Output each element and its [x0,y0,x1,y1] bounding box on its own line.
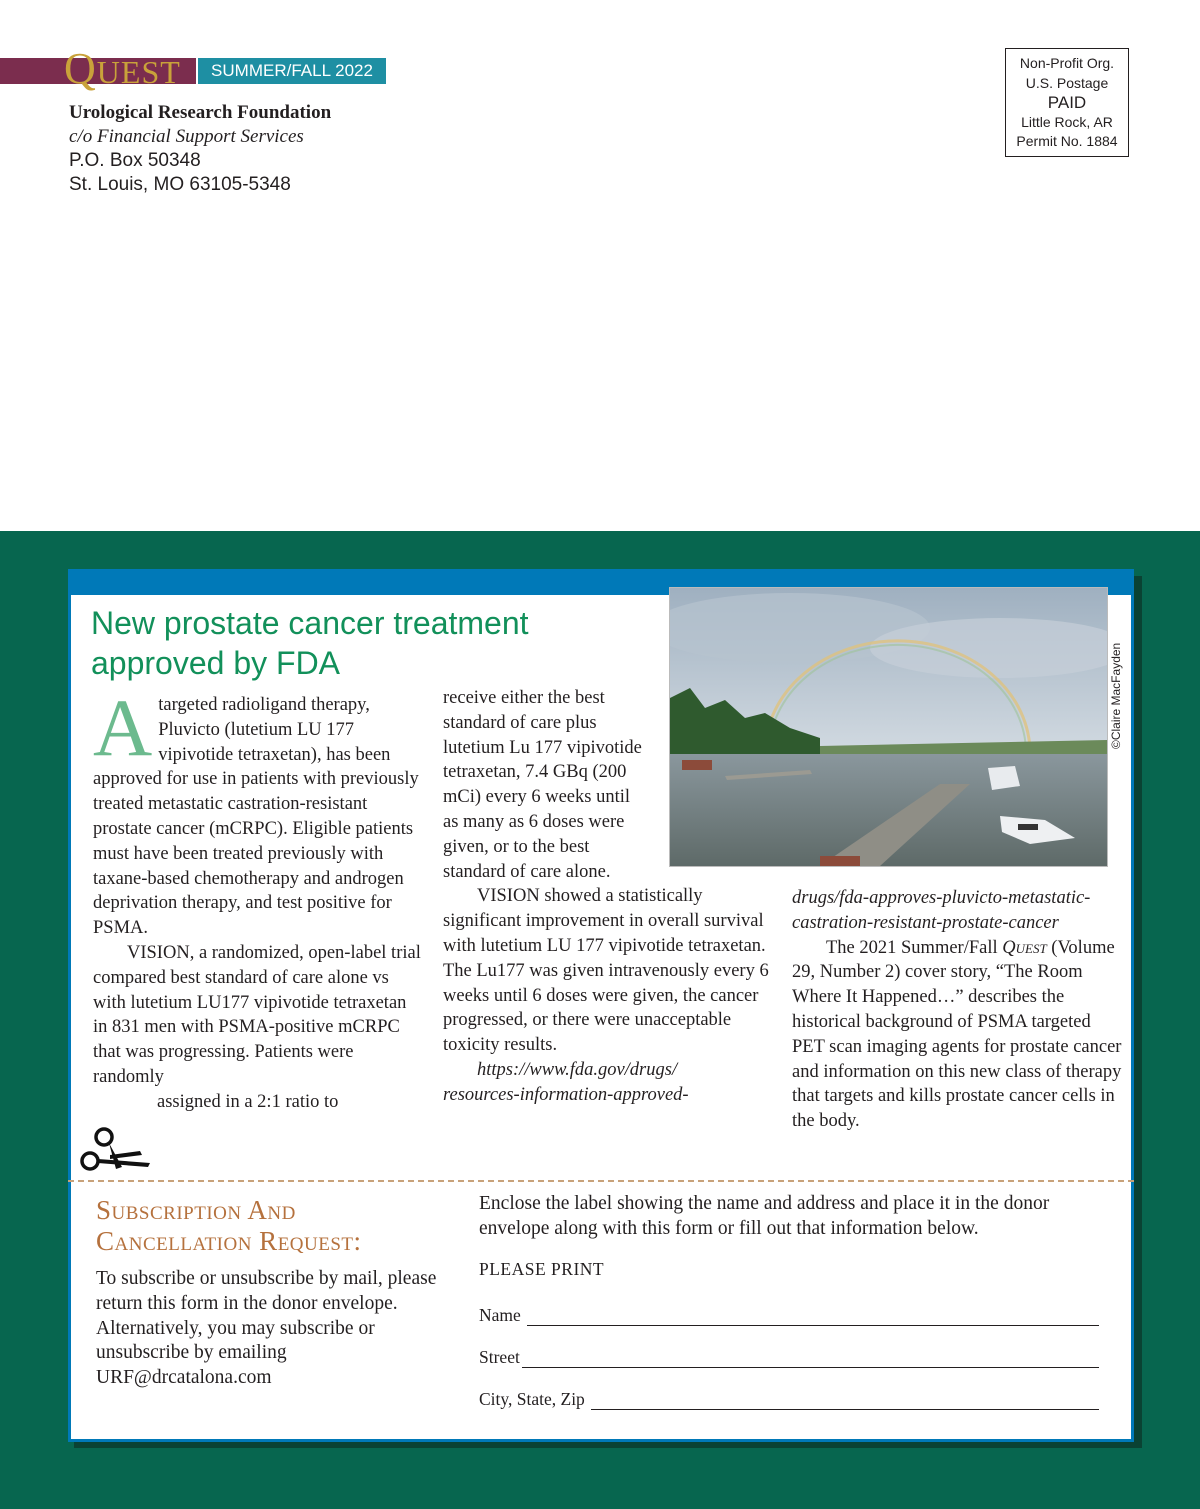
indicia-line2: U.S. Postage [1025,74,1109,91]
street-field[interactable] [479,1347,1099,1368]
name-field[interactable] [479,1305,1099,1326]
please-print-label: PLEASE PRINT [479,1259,605,1279]
photo-credit: ©Claire MacFayden [1109,642,1123,749]
fda-url-part2[interactable]: drugs/fda-approves-pluvicto-metastatic-castration-resistant-prostate-cancer [792,888,1091,933]
quest-reference: Quest [1002,937,1047,958]
paragraph-2: VISION, a randomized, open-label trial compared best standard of care alone vs with lutetium LU177 vipivotide tetraxetan in 831 men with PSMA-positive mCRPC that was progressing. Patients were randomly [93,942,421,1087]
subscription-text: To subscribe or unsubscribe by mail, please return this form in the donor envelope. Alternatively, you may subscribe or unsubscribe by emailing URF@drcatalona.com [96,1268,437,1389]
drop-cap: A [93,682,153,773]
scissors-icon [80,1127,152,1181]
article-column-2 [443,686,773,1108]
paragraph-3: receive either the best standard of care plus lutetium Lu 177 vipivotide tetraxetan, 7.4 GBq (200 mCi) every 6 weeks until as many as 6 doses were given, or to the best standard of care alone. [443,688,642,882]
quest-logo: QUEST [64,44,181,93]
fda-url-part1[interactable]: https://www.fda.gov/drugs/ resources-information-approved- [443,1059,689,1105]
city-state-zip-label: City, State, Zip [479,1389,585,1409]
article-headline: New prostate cancer treatment approved by FDA [91,605,529,681]
street-line[interactable] [522,1353,1099,1368]
paragraph-1: targeted radioligand therapy, Pluvicto (lutetium LU 177 vipivotide tetraxetan), has been approved for use in patients with previously treated metastatic castration-resistant prostate cancer (mCRPC). Eligible patients must have been treated previously with taxane-based chemotherapy and androgen deprivation therapy, and test positive for PSMA. [93,695,419,939]
article-panel [68,569,1134,1442]
return-address [69,101,331,197]
organization-name: Urological Research Foundation [69,102,332,123]
paragraph-2-end: assigned in a 2:1 ratio to [157,1091,339,1112]
paragraph-4: VISION showed a statistically significant improvement in overall survival with lutetium LU 177 vipivotide tetraxetan. The Lu177 was given intravenously every 6 weeks until 6 doses were given, the cancer progressed, or there were unacceptable toxicity results. [443,886,769,1056]
city-state-zip-field[interactable] [479,1389,1099,1410]
issue-label: SUMMER/FALL 2022 [198,58,386,84]
name-line[interactable] [527,1311,1099,1326]
indicia-paid: PAID [1047,93,1087,112]
indicia-line5: Permit No. 1884 [1016,133,1118,149]
postage-indicia [1005,48,1129,157]
care-of-line: c/o Financial Support Services [69,126,304,147]
subscription-title: Subscription And Cancellation Request: [96,1195,362,1256]
form-intro: Enclose the label showing the name and address and place it in the donor envelope along with this form or fill out that information below. [479,1193,1050,1239]
article-column-1 [93,682,423,1115]
indicia-line1: Non-Profit Org. [1019,55,1115,71]
city-state-zip-line: St. Louis, MO 63105-5348 [69,174,291,195]
indicia-line4: Little Rock, AR [1021,113,1113,130]
article-column-3 [792,886,1122,1134]
city-state-zip-line[interactable] [591,1395,1099,1410]
cut-line [68,1180,1134,1182]
po-box-line: P.O. Box 50348 [69,150,201,171]
paragraph-5: The 2021 Summer/Fall Quest (Volume 29, Number 2) cover story, “The Room Where It Happened…” describes the historical background of PSMA targeted PET scan imaging agents for prostate cancer and information on this new class of therapy that targets and kills prostate cancer cells in the body. [792,937,1122,1132]
name-label: Name [479,1305,521,1325]
street-label: Street [479,1347,520,1367]
